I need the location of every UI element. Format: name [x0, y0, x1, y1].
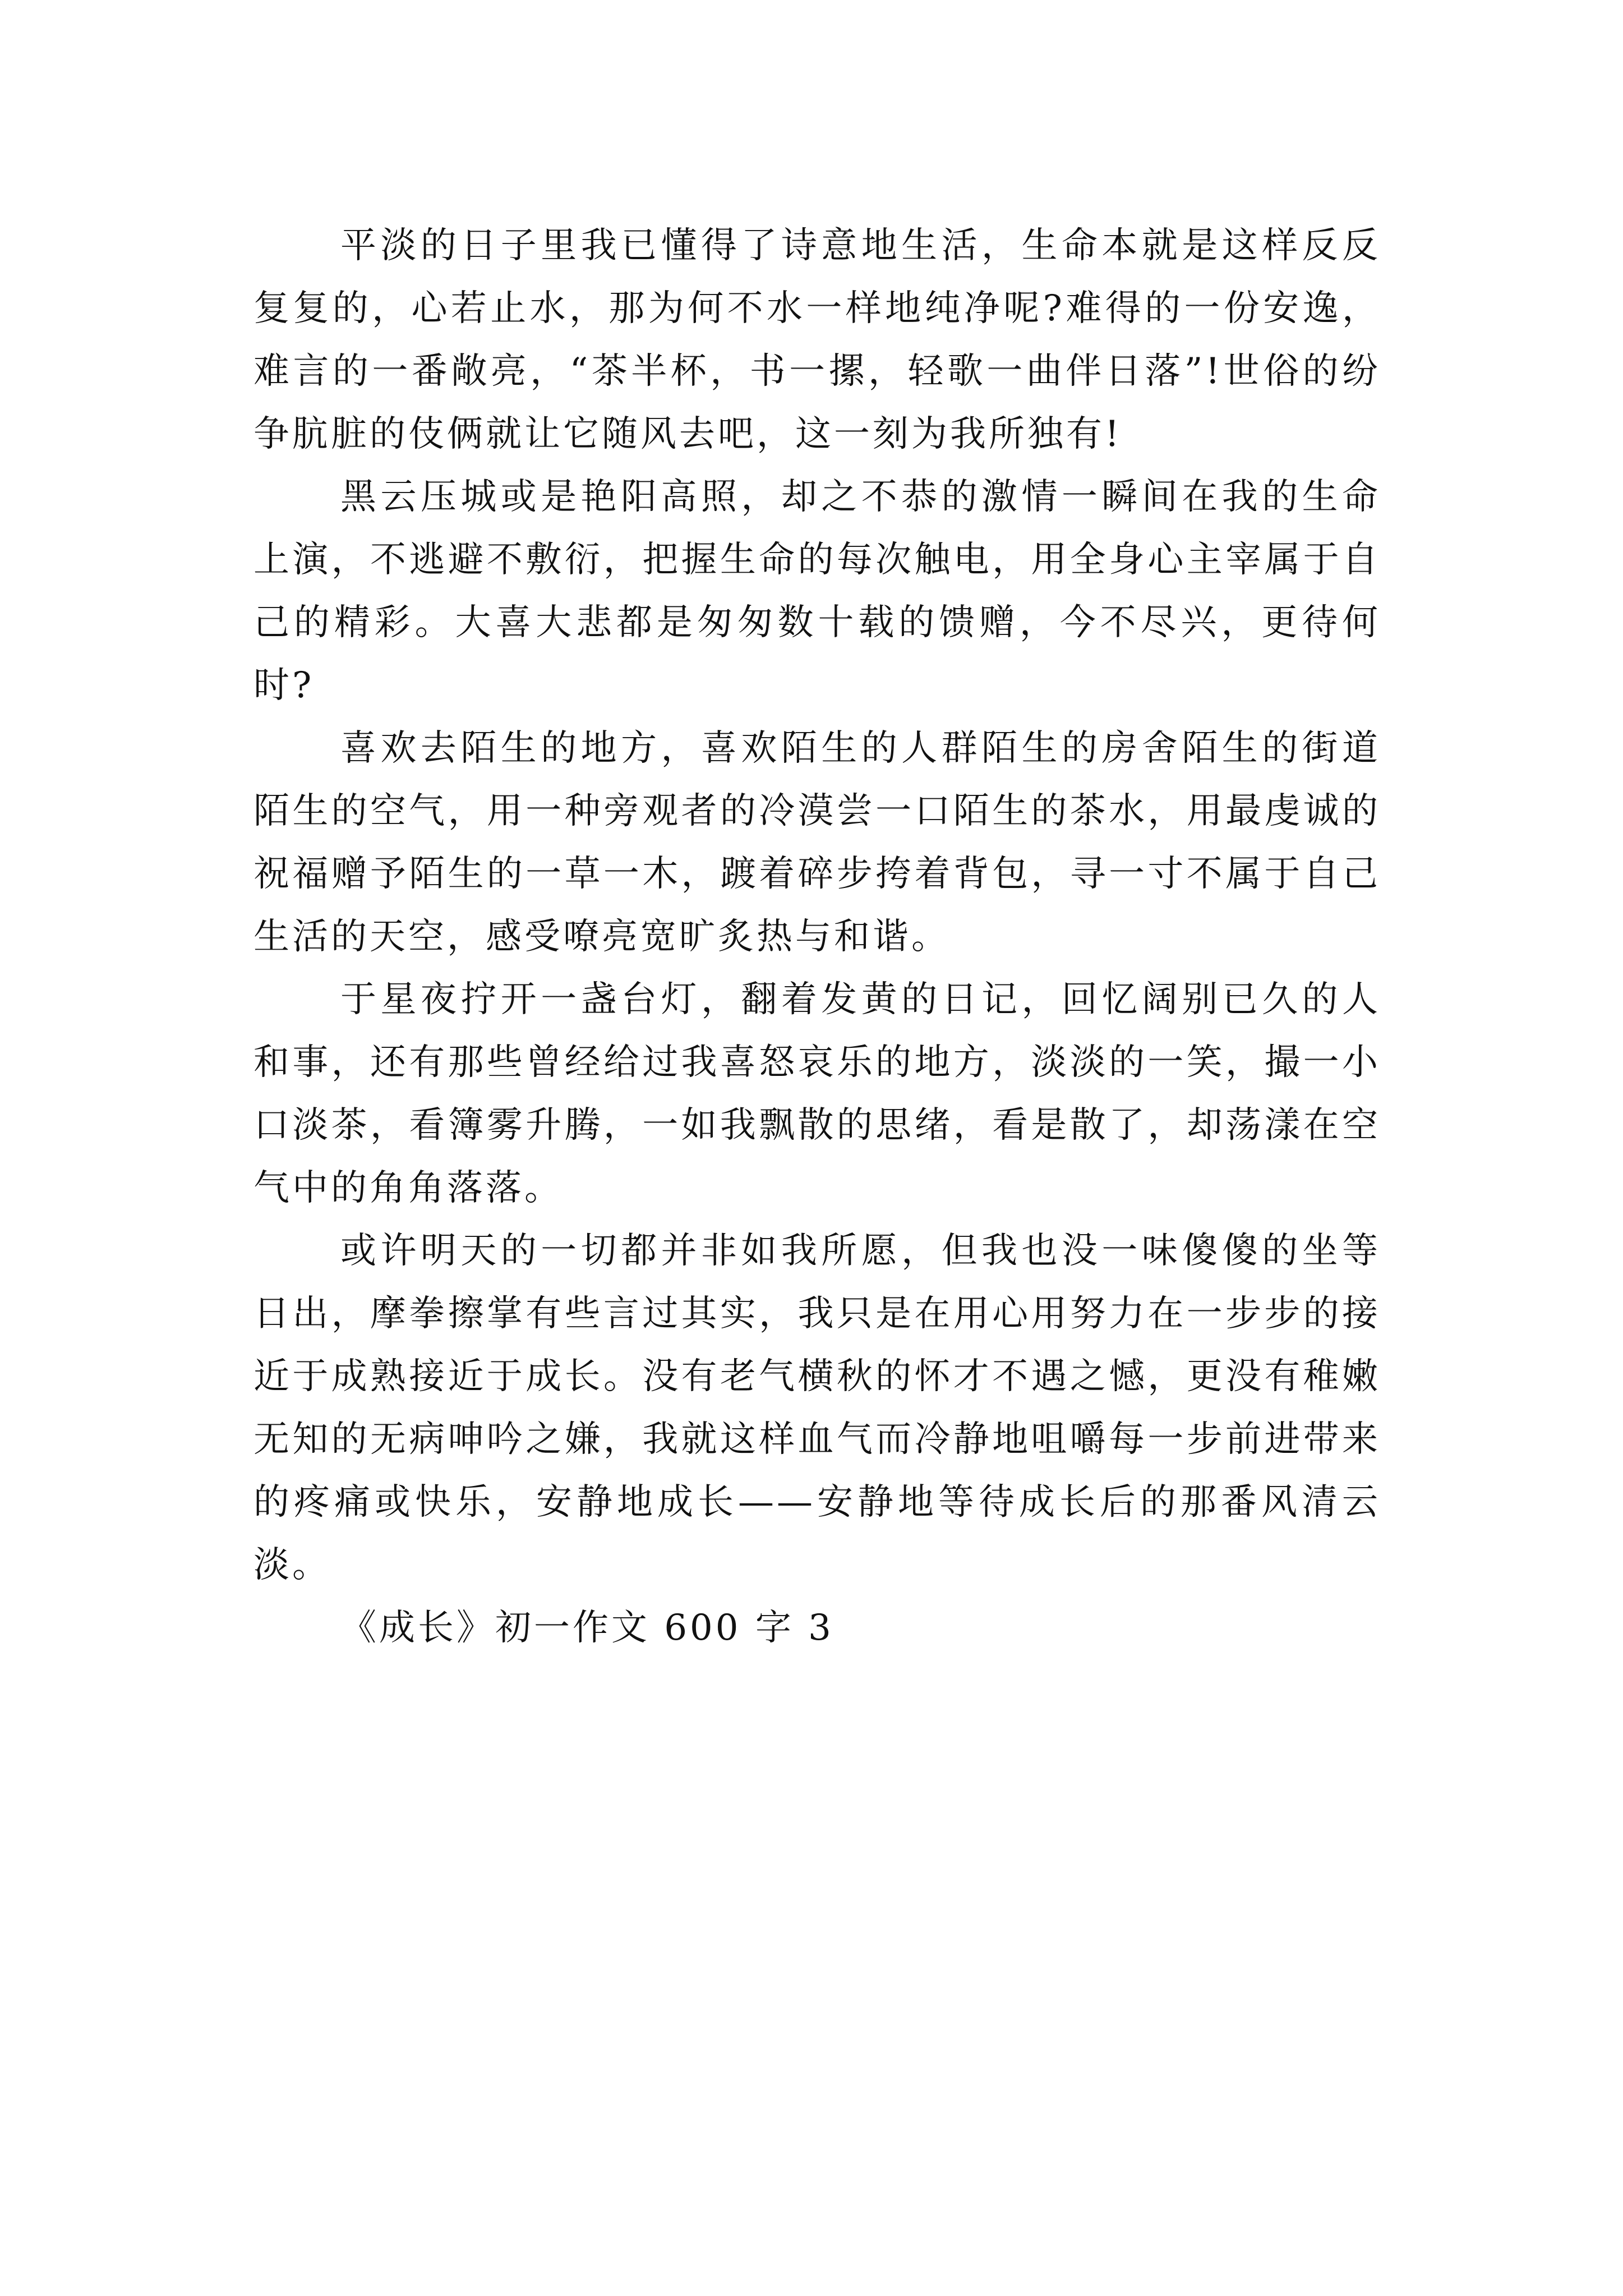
next-essay-title: 《成长》初一作文 600 字 3	[340, 1607, 834, 1649]
paragraph-5: 或许明天的一切都并非如我所愿，但我也没一味傻傻的坐等日出，摩拳擦掌有些言过其实，我只是在用心用努力在一步步的接近于成熟接近于成长。没有老气横秋的怀才不遇之憾，更没有稚嫩无知的无病呻吟之嫌，我就这样血气而冷静地咀嚼每一步前进带来的疼痛或快乐，安静地成长——安静地等待成长后的那番风清云淡。	[253, 1230, 1381, 1586]
paragraph-1: 平淡的日子里我已懂得了诗意地生活，生命本就是这样反反复复的，心若止水，那为何不水一样地纯净呢?难得的一份安逸，难言的一番敞亮，“茶半杯，书一摞，轻歌一曲伴日落”!世俗的纷争肮脏的伎俩就让它随风去吧，这一刻为我所独有!	[253, 225, 1381, 455]
paragraph-2: 黑云压城或是艳阳高照，却之不恭的激情一瞬间在我的生命上演，不逃避不敷衍，把握生命的每次触电，用全身心主宰属于自己的精彩。大喜大悲都是匆匆数十载的馈赠，今不尽兴，更待何时?	[253, 476, 1381, 706]
document-body	[253, 214, 1381, 1659]
paragraph-3: 喜欢去陌生的地方，喜欢陌生的人群陌生的房舍陌生的街道陌生的空气，用一种旁观者的冷漠尝一口陌生的茶水，用最虔诚的祝福赠予陌生的一草一木，踱着碎步挎着背包，寻一寸不属于自己生活的天空，感受嘹亮宽旷炙热与和谐。	[253, 728, 1381, 958]
paragraph-4: 于星夜拧开一盏台灯，翻着发黄的日记，回忆阔别已久的人和事，还有那些曾经给过我喜怒哀乐的地方，淡淡的一笑，撮一小口淡茶，看簿雾升腾，一如我飘散的思绪，看是散了，却荡漾在空气中的角角落落。	[253, 979, 1381, 1209]
